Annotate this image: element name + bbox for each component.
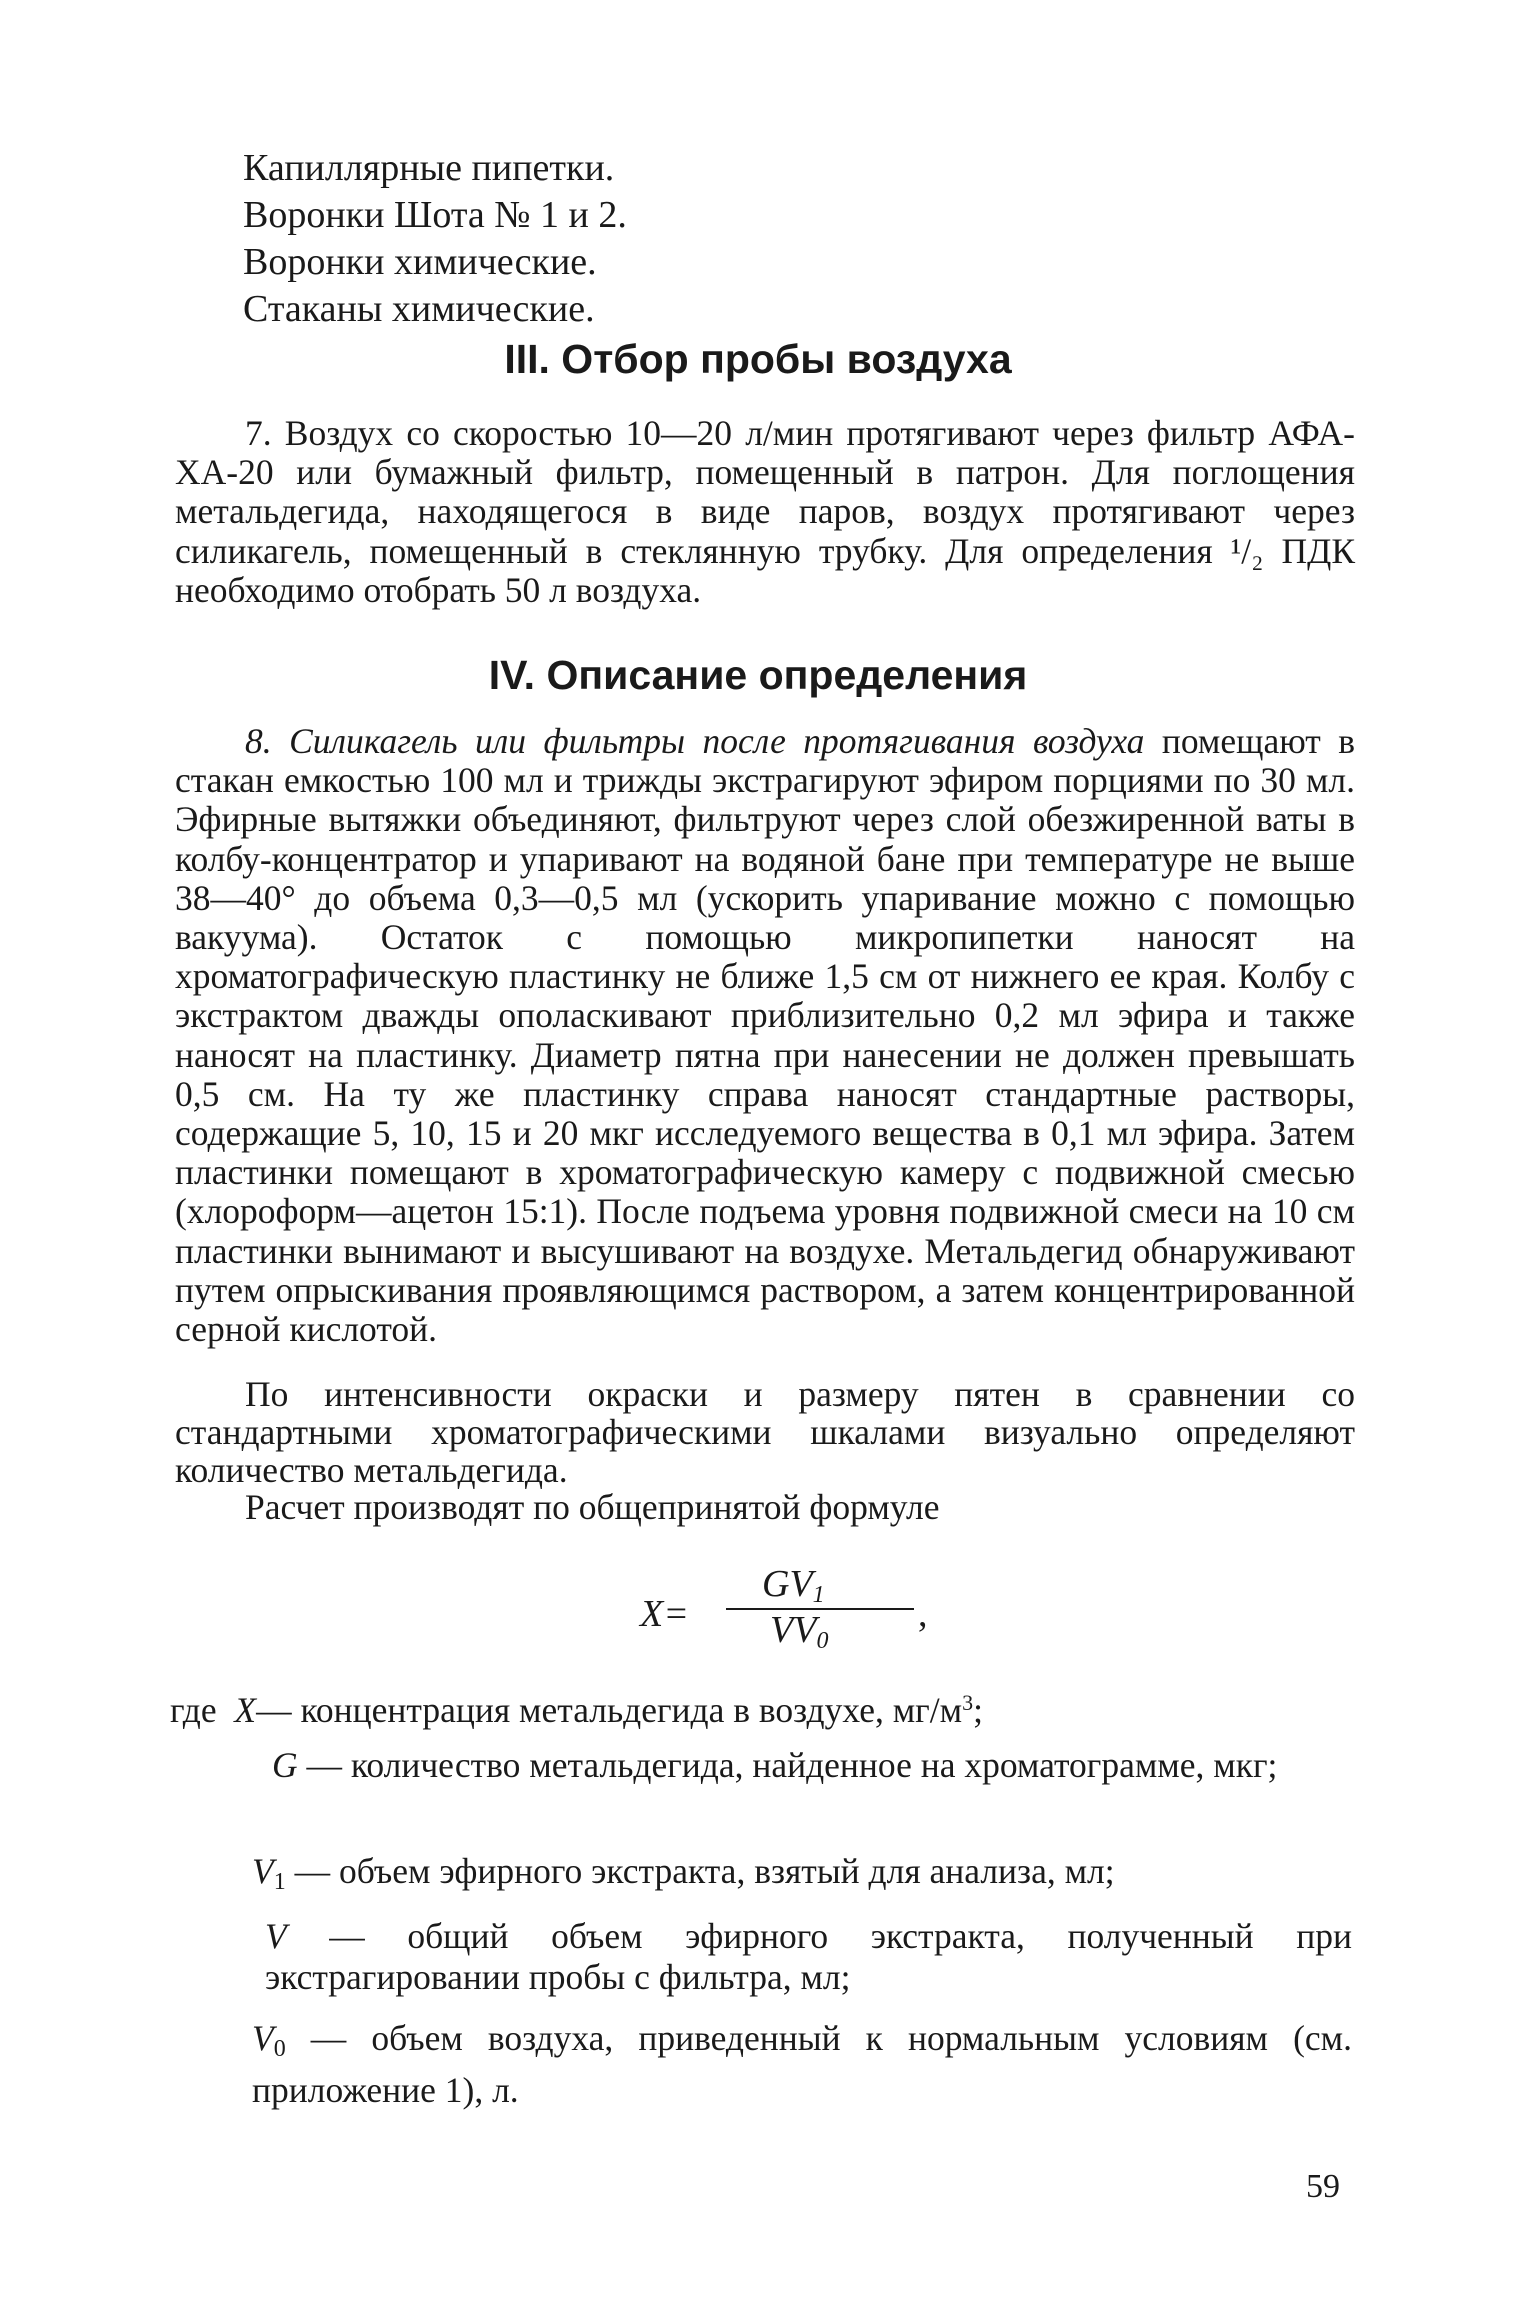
symbol-v: V [265, 1916, 287, 1956]
formula-denominator-text: VV [770, 1609, 817, 1651]
section-heading-procedure: IV. Описание определения [488, 652, 1028, 698]
definition-v-text: — общий объем эфирного экстракта, полученный при экстрагировании пробы с фильтра, мл; [265, 1916, 1352, 1997]
list-item: Стаканы химические. [243, 288, 595, 330]
paragraph-9: По интенсивности окраски и размеру пятен в сравнении со стандартными хроматографическими шкалами визуально определяют количество метальдегида. [175, 1374, 1355, 1490]
definition-v1-text: — объем эфирного экстракта, взятый для анализа, мл; [285, 1851, 1115, 1891]
definition-v0-text: — объем воздуха, приведенный к нормальным условиям (см. приложение 1), л. [252, 2018, 1352, 2110]
formula-lhs: X= [640, 1593, 689, 1635]
formula-numerator-text: GV [762, 1563, 813, 1605]
section-heading-air-sampling: III. Отбор пробы воздуха [504, 336, 1012, 382]
formula-comma: , [918, 1593, 928, 1635]
paragraph-8 [175, 722, 1355, 1349]
definition-v [265, 1916, 1352, 1998]
paragraph-8-italic-lead: 8. Силикагель или фильтры после протягивания воздуха [245, 721, 1145, 761]
equipment-list [243, 145, 1343, 333]
list-item: Капиллярные пипетки. [243, 147, 615, 189]
definition-v1 [252, 1851, 1352, 1903]
concentration-formula [640, 1563, 940, 1660]
symbol-g: G [272, 1745, 298, 1785]
formula-denominator-sub: 0 [816, 1628, 829, 1654]
formula-numerator [762, 1562, 825, 1609]
symbol-v1: V [252, 1851, 274, 1891]
definition-x-end: ; [973, 1690, 983, 1730]
definition-x [170, 1682, 1350, 1731]
paragraph-8-body: помещают в стакан емкостью 100 мл и трижды экстрагируют эфиром порциями по 30 мл. Эфирные вытяжки объединяют, фильтруют через слой обезжиренной ваты в колбу-концентратор и упаривают на водяной бане при температуре не выше 38—40° до объема 0,3—0,5 мл (ускорить упаривание можно с помощью вакуума). Остаток с помощью микропипетки наносят на хроматографическую пластинку не ближе 1,5 см от нижнего ее края. Колбу с экстрактом дважды ополаскивают приблизительно 0,2 мл эфира и также наносят на пластинку. Диаметр пятна при нанесении не должен превышать 0,5 см. На ту же пластинку справа наносят стандартные растворы, содержащие 5, 10, 15 и 20 мкг исследуемого вещества в 0,1 мл эфира. Затем пластинки помещают в хроматографическую камеру с подвижной смесью (хлороформ—ацетон 15:1). После подъема уровня подвижной смеси на 10 см пластинки вынимают и высушивают на воздухе. Метальдегид обнаруживают путем опрыскивания проявляющимся раствором, а затем концентрированной серной кислотой. [175, 721, 1355, 1350]
paragraph-7: 7. Воздух со скоростью 10—20 л/мин протягивают через фильтр АФА-ХА-20 или бумажный фильтр, помещенный в патрон. Для поглощения метальдегида, находящегося в виде паров, воздух протягивают через силикагель, помещенный в стеклянную трубку. Для определения ¹/₂ ПДК необходимо отобрать 50 л воздуха. [175, 413, 1355, 610]
definition-x-text: — концентрация метальдегида в воздухе, мг/м [256, 1690, 963, 1730]
formula-denominator [770, 1608, 828, 1655]
definition-lead: где [170, 1690, 217, 1730]
symbol-v0: V [252, 2018, 274, 2058]
definition-x-sup: 3 [962, 1690, 974, 1715]
definition-v0 [252, 2018, 1352, 2111]
paragraph-10: Расчет производят по общепринятой формуле [245, 1487, 940, 1527]
definition-g-text: — количество метальдегида, найденное на хроматограмме, мкг; [297, 1745, 1278, 1785]
symbol-v1-sub: 1 [273, 1869, 286, 1895]
definition-g [272, 1745, 1352, 1786]
list-item: Воронки химические. [243, 241, 597, 283]
page-number: 59 [1306, 2168, 1340, 2205]
symbol-x: X [234, 1690, 257, 1730]
formula-numerator-sub: 1 [812, 1582, 825, 1608]
list-item: Воронки Шота № 1 и 2. [243, 194, 627, 236]
symbol-v0-sub: 0 [273, 2036, 286, 2062]
